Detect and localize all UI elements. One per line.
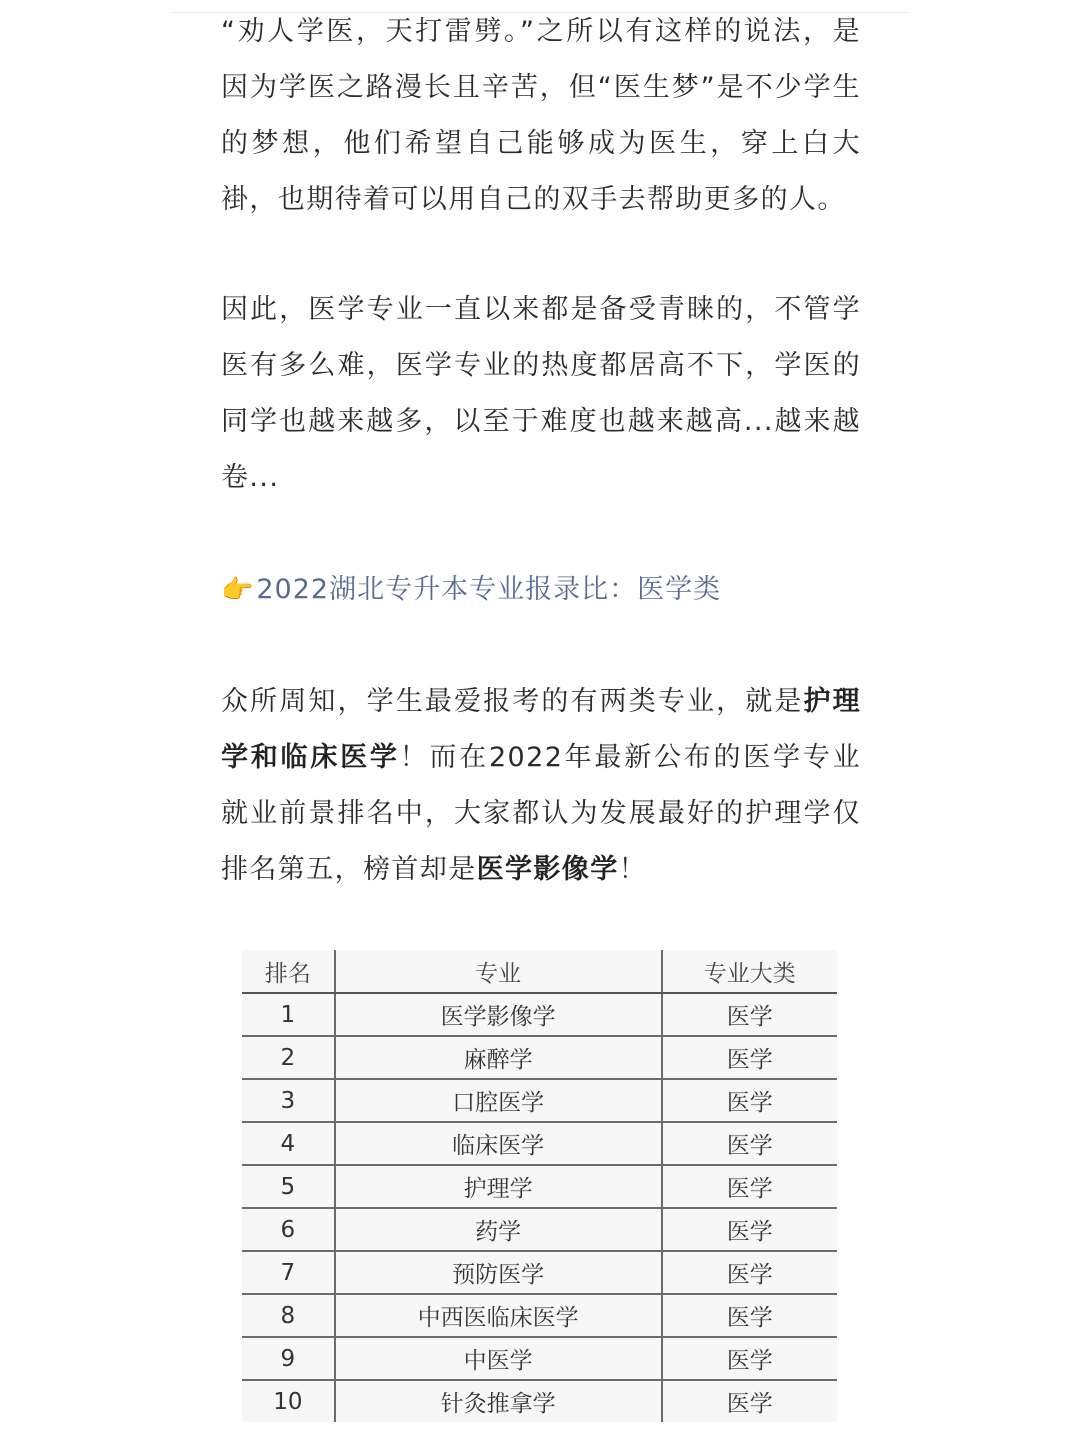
cell-major: 临床医学	[335, 1122, 662, 1165]
header-rank: 排名	[242, 950, 335, 993]
paragraph-ranking-bold-1: 护理学和临床医学	[221, 686, 861, 773]
cell-category: 医学	[662, 1251, 837, 1294]
cell-category: 医学	[726, 1391, 773, 1417]
cell-major: 护理学	[335, 1165, 662, 1208]
section-heading[interactable]	[221, 562, 861, 618]
paragraph-ranking-bold-2: 医学影像学	[476, 854, 619, 885]
paragraph-ranking-text-2: ！而在2022年最新公布的医学专业就业前景排名中，大家都认为发展最好的护理学仅排名第五，榜首却是	[221, 742, 861, 885]
cell-rank: 6	[242, 1208, 335, 1251]
cell-major: 针灸推拿学	[335, 1380, 662, 1422]
cell-category: 医学	[662, 993, 837, 1036]
cell-category: 医学	[662, 1036, 837, 1079]
table-row	[242, 1294, 837, 1337]
cell-category: 医学	[662, 1165, 837, 1208]
cell-rank: 5	[242, 1165, 335, 1208]
table-header-row	[242, 950, 837, 993]
cell-major: 麻醉学	[335, 1036, 662, 1079]
cell-major: 医学影像学	[335, 993, 662, 1036]
header-category: 专业大类	[662, 950, 837, 993]
cell-major: 口腔医学	[335, 1079, 662, 1122]
paragraph-ranking	[221, 674, 861, 898]
cell-category: 医学	[662, 1122, 837, 1165]
cell-rank: 10	[242, 1380, 335, 1422]
cell-category: 医学	[662, 1079, 837, 1122]
table-row	[242, 1337, 837, 1380]
cell-rank: 2	[242, 1036, 335, 1079]
table-row	[242, 1251, 837, 1294]
section-heading-text: 2022湖北专升本专业报录比：医学类	[256, 574, 722, 605]
paragraph-popularity: 因此，医学专业一直以来都是备受青睐的，不管学医有多么难，医学专业的热度都居高不下，学医的同学也越来越多，以至于难度也越来越高...越来越卷...	[221, 294, 861, 493]
ranking-table-image	[242, 950, 837, 1422]
cell-category: 医学	[662, 1337, 837, 1380]
cell-rank: 8	[242, 1294, 335, 1337]
cell-rank: 7	[242, 1251, 335, 1294]
table-row	[242, 1036, 837, 1079]
ranking-table	[242, 950, 837, 1422]
cell-major: 中医学	[335, 1337, 662, 1380]
table-row	[242, 993, 837, 1036]
table-row	[242, 1380, 837, 1422]
header-major: 专业	[335, 950, 662, 993]
paragraph-ranking-text-3: ！	[618, 854, 648, 885]
table-row	[242, 1165, 837, 1208]
table-row	[242, 1079, 837, 1122]
table-row	[242, 1208, 837, 1251]
cell-rank: 9	[242, 1337, 335, 1380]
cell-major: 药学	[335, 1208, 662, 1251]
paragraph-intro: “劝人学医，天打雷劈。”之所以有这样的说法，是因为学医之路漫长且辛苦，但“医生梦”是不少学生的梦想，他们希望自己能够成为医生，穿上白大褂，也期待着可以用自己的双手去帮助更多的人。	[221, 16, 861, 215]
cell-category: 医学	[662, 1294, 837, 1337]
cell-major: 预防医学	[335, 1251, 662, 1294]
paragraph-ranking-text-1: 众所周知，学生最爱报考的有两类专业，就是	[221, 686, 804, 717]
cell-major: 中西医临床医学	[335, 1294, 662, 1337]
cell-rank: 4	[242, 1122, 335, 1165]
cell-rank: 3	[242, 1079, 335, 1122]
cell-rank: 1	[242, 993, 335, 1036]
pointing-hand-icon: 👉	[221, 575, 255, 605]
table-row	[242, 1122, 837, 1165]
cell-category: 医学	[662, 1208, 837, 1251]
